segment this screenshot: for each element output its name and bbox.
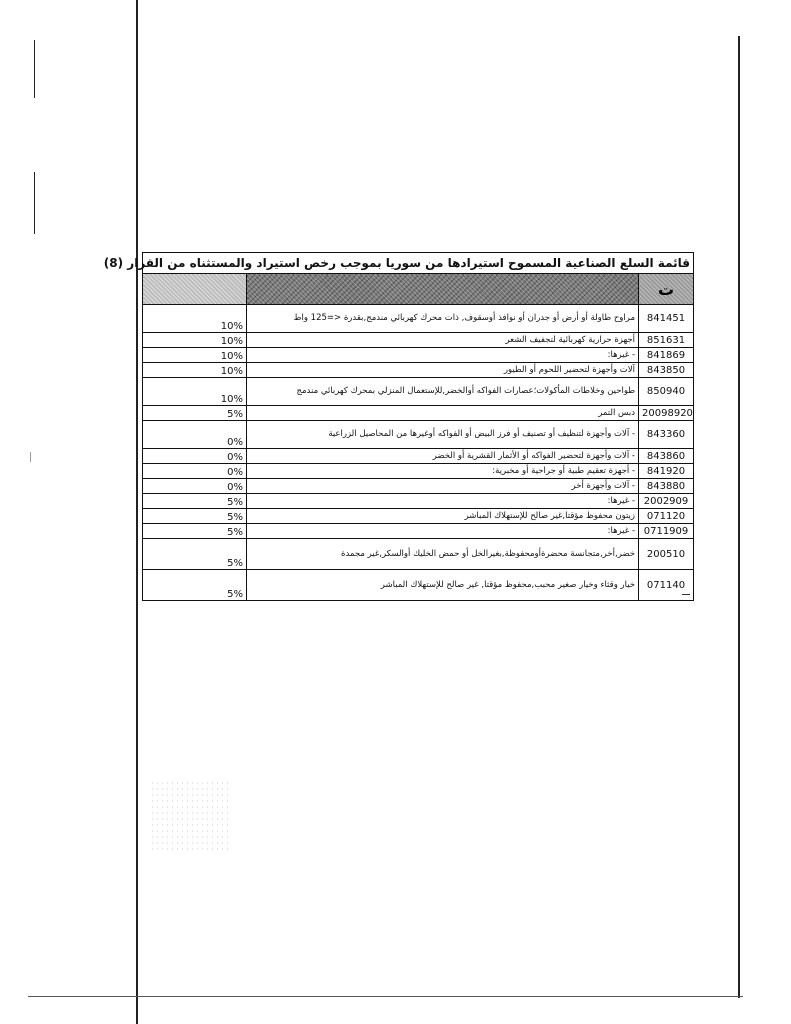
goods-table <box>103 252 694 601</box>
row-rate-value: 0% <box>227 452 244 463</box>
row-rate-value: 0% <box>227 437 244 448</box>
table-row <box>143 449 694 464</box>
row-rate-value: 5% <box>227 512 244 523</box>
row-description: زيتون محفوظ مؤقتا,غير صالح للإستهلاك المباشر <box>247 509 639 524</box>
document-title: قائمة السلع الصناعية المسموح استيرادها من سوريا بموجب رخص استيراد والمستثناه من القرار (8) <box>143 253 694 274</box>
table-row <box>143 363 694 378</box>
row-rate-value: 5% <box>227 589 244 600</box>
row-code: 851631 <box>639 333 694 348</box>
row-rate <box>143 479 247 494</box>
row-code: 2002909 <box>639 494 694 509</box>
row-rate-value: 0% <box>227 467 244 478</box>
row-code: 071120 <box>639 509 694 524</box>
row-description: خيار وقثاء وخيار صغير محبب,محفوظ مؤقتا, غير صالح للإستهلاك المباشر <box>247 570 639 601</box>
scan-left-mark-middle <box>34 172 35 234</box>
table-row <box>143 348 694 363</box>
row-rate-value: 10% <box>220 336 244 347</box>
table-row <box>143 421 694 449</box>
table-row <box>143 479 694 494</box>
row-rate-value: 10% <box>220 366 244 377</box>
row-rate-value: 10% <box>220 394 244 405</box>
row-code: 20098920 <box>639 406 694 421</box>
row-rate-value: 5% <box>227 527 244 538</box>
row-rate <box>143 348 247 363</box>
row-description: - غيرها: <box>247 494 639 509</box>
row-description: مراوح طاولة أو أرض أو جدران أو نوافذ أوسقوف, ذات محرك كهربائي مندمج,بقدرة <=125 واط <box>247 305 639 333</box>
row-code: 850940 <box>639 378 694 406</box>
row-description: - آلات وأجهزة لتحضير الفواكه أو الأثمار القشرية أو الخضر <box>247 449 639 464</box>
scan-left-margin-line <box>136 0 138 1024</box>
row-description: - غيرها: <box>247 524 639 539</box>
row-description: طواحين وخلاطات المأكولات؛عصارات الفواكه أوالخضر,للإستعمال المنزلي بمحرك كهربائي مندمج <box>247 378 639 406</box>
row-description: - غيرها: <box>247 348 639 363</box>
table-header-row <box>143 274 694 305</box>
row-code: 843850 <box>639 363 694 378</box>
row-rate <box>143 449 247 464</box>
header-code-cell: ت <box>639 274 694 305</box>
row-rate-value: 10% <box>220 321 244 332</box>
row-rate <box>143 363 247 378</box>
row-rate <box>143 333 247 348</box>
table-row <box>143 464 694 479</box>
row-description: خضر,أخر,متجانسة محضرةأومحفوظة,بغيرالخل أو حمض الخليك أوالسكر,غير مجمدة <box>247 539 639 570</box>
header-rate-cell <box>143 274 247 305</box>
row-rate <box>143 509 247 524</box>
scan-right-margin-line <box>738 36 740 998</box>
header-description-cell <box>247 274 639 305</box>
row-rate <box>143 305 247 333</box>
row-rate <box>143 494 247 509</box>
scan-left-mark-upper <box>34 40 35 98</box>
scan-bottom-line <box>28 996 743 997</box>
row-description: - أجهزة تعقيم طبية أو جراحية أو مخبرية: <box>247 464 639 479</box>
row-rate-value: 5% <box>227 497 244 508</box>
row-code: 843860 <box>639 449 694 464</box>
table-title-row <box>143 253 694 274</box>
table-row <box>143 406 694 421</box>
table-row <box>143 509 694 524</box>
row-rate <box>143 464 247 479</box>
row-code: 200510 <box>639 539 694 570</box>
scan-noise-speckle <box>150 780 230 850</box>
table-row <box>143 524 694 539</box>
row-rate-value: 5% <box>227 558 244 569</box>
scan-left-tick <box>30 452 31 462</box>
row-rate-value: 5% <box>227 409 244 420</box>
row-code: 843360 <box>639 421 694 449</box>
table-row <box>143 305 694 333</box>
row-code: 071140 <box>639 570 694 601</box>
row-code: 841451 <box>639 305 694 333</box>
row-rate <box>143 378 247 406</box>
row-code: 841869 <box>639 348 694 363</box>
row-rate-value: 0% <box>227 482 244 493</box>
row-code: 843880 <box>639 479 694 494</box>
row-description: - آلات وأجهزة أخر <box>247 479 639 494</box>
row-rate <box>143 421 247 449</box>
table-row <box>143 494 694 509</box>
row-code: 841920 <box>639 464 694 479</box>
row-code: 0711909 <box>639 524 694 539</box>
table-row <box>143 570 694 601</box>
row-rate <box>143 539 247 570</box>
row-rate <box>143 570 247 601</box>
row-rate <box>143 406 247 421</box>
table-row <box>143 539 694 570</box>
row-description: دبس التمر <box>247 406 639 421</box>
row-rate-value: 10% <box>220 351 244 362</box>
row-description: - آلات وأجهزة لتنظيف أو تصنيف أو فرز البيض أو الفواكه أوغيرها من المحاصيل الزراعية <box>247 421 639 449</box>
table-row <box>143 378 694 406</box>
table-row <box>143 333 694 348</box>
row-rate <box>143 524 247 539</box>
row-description: آلات وأجهزة لتحضير اللحوم أو الطيور <box>247 363 639 378</box>
row-description: أجهزة حرارية كهربائية لتجفيف الشعر <box>247 333 639 348</box>
scan-side-mark <box>682 594 690 595</box>
